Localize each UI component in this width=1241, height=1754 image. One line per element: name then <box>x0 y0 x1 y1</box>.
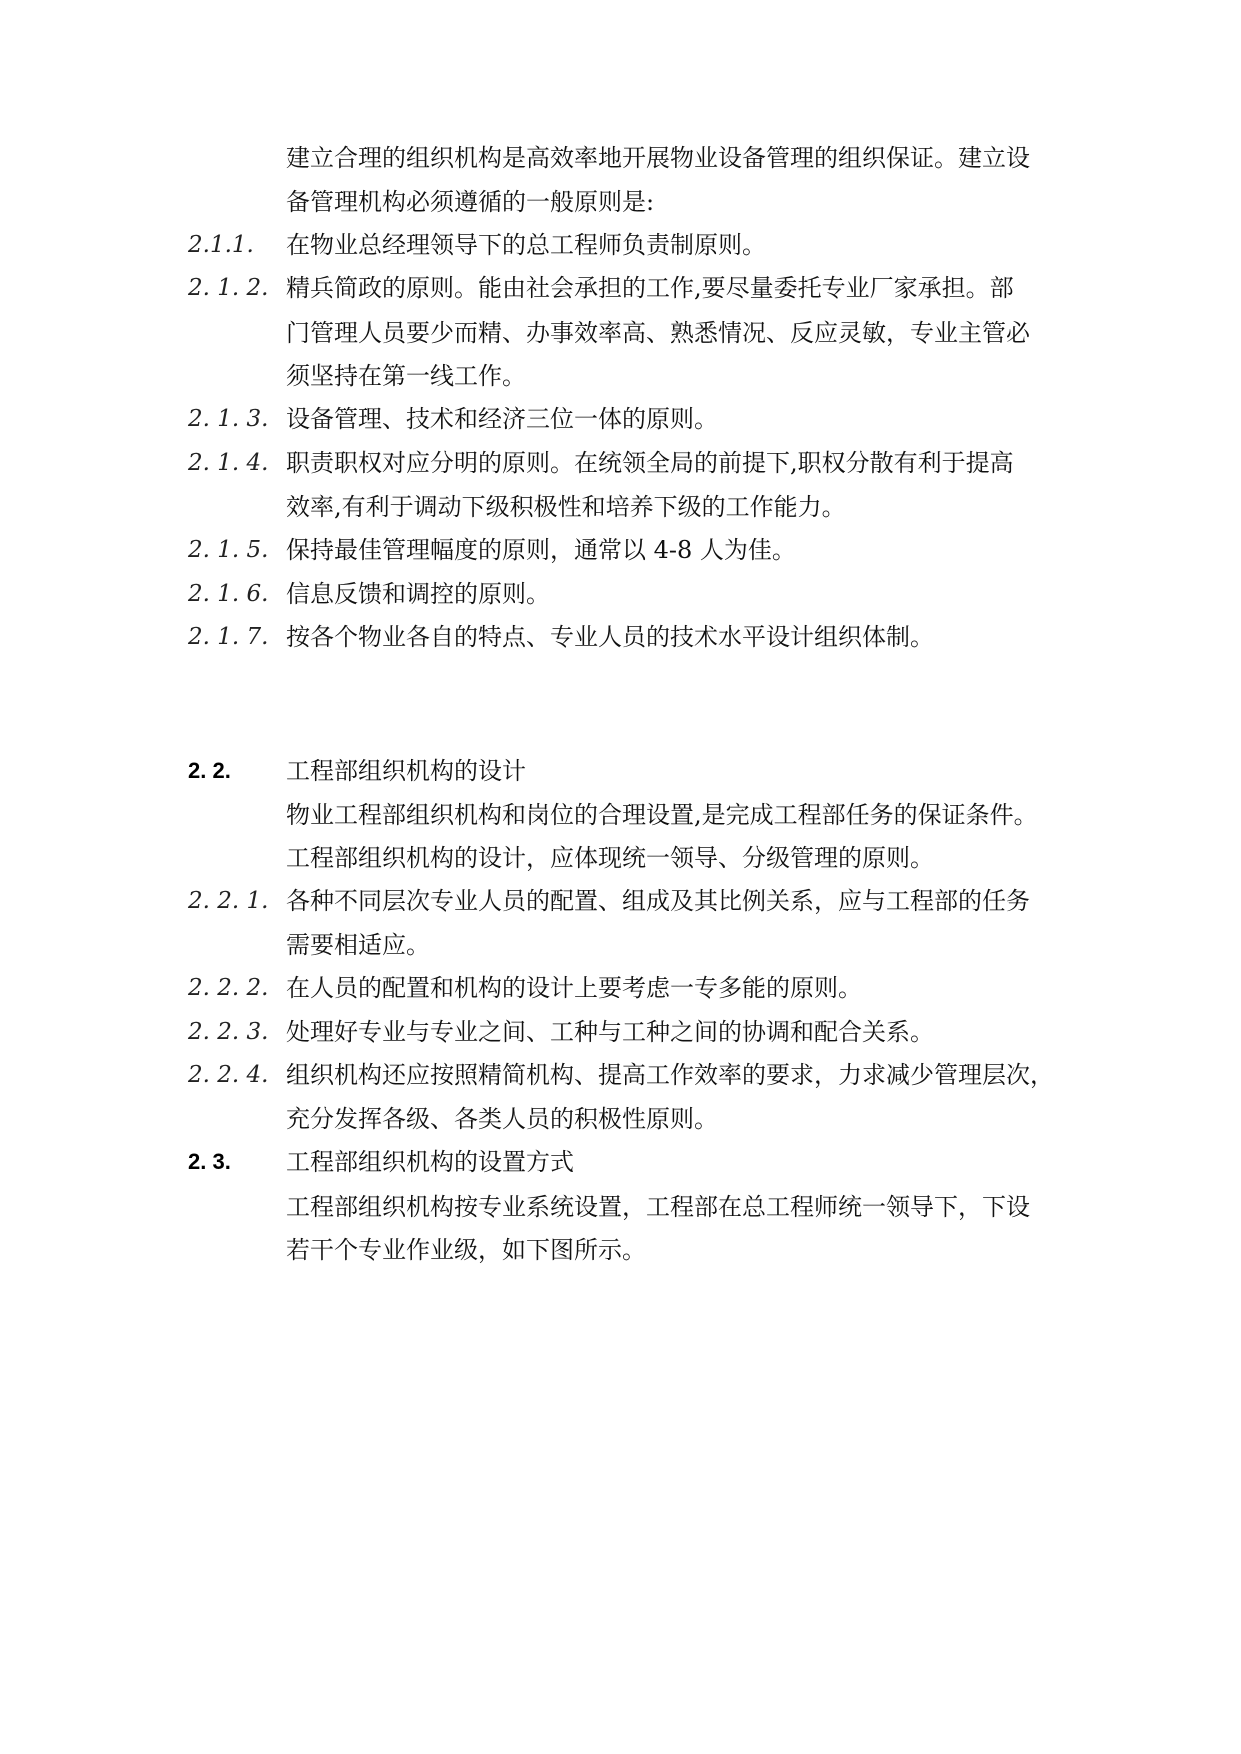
section-intro: 工程部组织机构的设计，应体现统一领导、分级管理的原则。 <box>286 844 934 872</box>
item-text: 设备管理、技术和经济三位一体的原则。 <box>286 405 718 433</box>
item-text: 各种不同层次专业人员的配置、组成及其比例关系，应与工程部的任务 <box>286 887 1030 915</box>
item-text: 精兵简政的原则。能由社会承担的工作,要尽量委托专业厂家承担。部 <box>286 274 1014 302</box>
item-text: 在物业总经理领导下的总工程师负责制原则。 <box>286 231 766 259</box>
item-text: 职责职权对应分明的原则。在统领全局的前提下,职权分散有利于提高 <box>286 449 1014 477</box>
intro-line: 备管理机构必须遵循的一般原则是: <box>286 188 655 216</box>
item-text: 保持最佳管理幅度的原则，通常以 4-8 人为佳。 <box>286 536 796 564</box>
item-number: 2. 2. 4. <box>188 1062 269 1088</box>
section-body: 工程部组织机构按专业系统设置，工程部在总工程师统一领导下，下设 <box>286 1193 1030 1221</box>
item-text: 按各个物业各自的特点、专业人员的技术水平设计组织体制。 <box>286 623 934 651</box>
item-number: 2. 1. 3. <box>188 406 269 432</box>
item-text: 效率,有利于调动下级积极性和培养下级的工作能力。 <box>286 493 846 521</box>
intro-line: 建立合理的组织机构是高效率地开展物业设备管理的组织保证。建立设 <box>286 144 1030 172</box>
item-text: 须坚持在第一线工作。 <box>286 362 526 390</box>
item-number: 2. 1. 6. <box>188 581 269 607</box>
section-title: 工程部组织机构的设置方式 <box>286 1148 574 1176</box>
section-title: 工程部组织机构的设计 <box>286 757 526 785</box>
item-number: 2. 1. 4. <box>188 450 269 476</box>
item-number: 2. 2. 1. <box>188 888 269 914</box>
item-text: 门管理人员要少而精、办事效率高、熟悉情况、反应灵敏，专业主管必 <box>286 319 1030 347</box>
item-text: 组织机构还应按照精简机构、提高工作效率的要求，力求减少管理层次， <box>286 1061 1054 1089</box>
section-intro: 物业工程部组织机构和岗位的合理设置,是完成工程部任务的保证条件。 <box>286 801 1038 829</box>
item-number: 2. 2. 3. <box>188 1019 269 1045</box>
item-number: 2.1.1. <box>188 232 254 258</box>
item-number: 2. 1. 5. <box>188 537 269 563</box>
item-number: 2. 1. 7. <box>188 624 269 650</box>
section-number: 2. 2. <box>188 758 231 783</box>
section-body: 若干个专业作业级，如下图所示。 <box>286 1236 646 1264</box>
item-number: 2. 1. 2. <box>188 275 269 301</box>
section-number: 2. 3. <box>188 1149 231 1174</box>
item-text: 处理好专业与专业之间、工种与工种之间的协调和配合关系。 <box>286 1018 934 1046</box>
item-text: 在人员的配置和机构的设计上要考虑一专多能的原则。 <box>286 974 862 1002</box>
item-text: 充分发挥各级、各类人员的积极性原则。 <box>286 1105 718 1133</box>
item-text: 需要相适应。 <box>286 931 430 959</box>
item-number: 2. 2. 2. <box>188 975 269 1001</box>
item-text: 信息反馈和调控的原则。 <box>286 580 550 608</box>
